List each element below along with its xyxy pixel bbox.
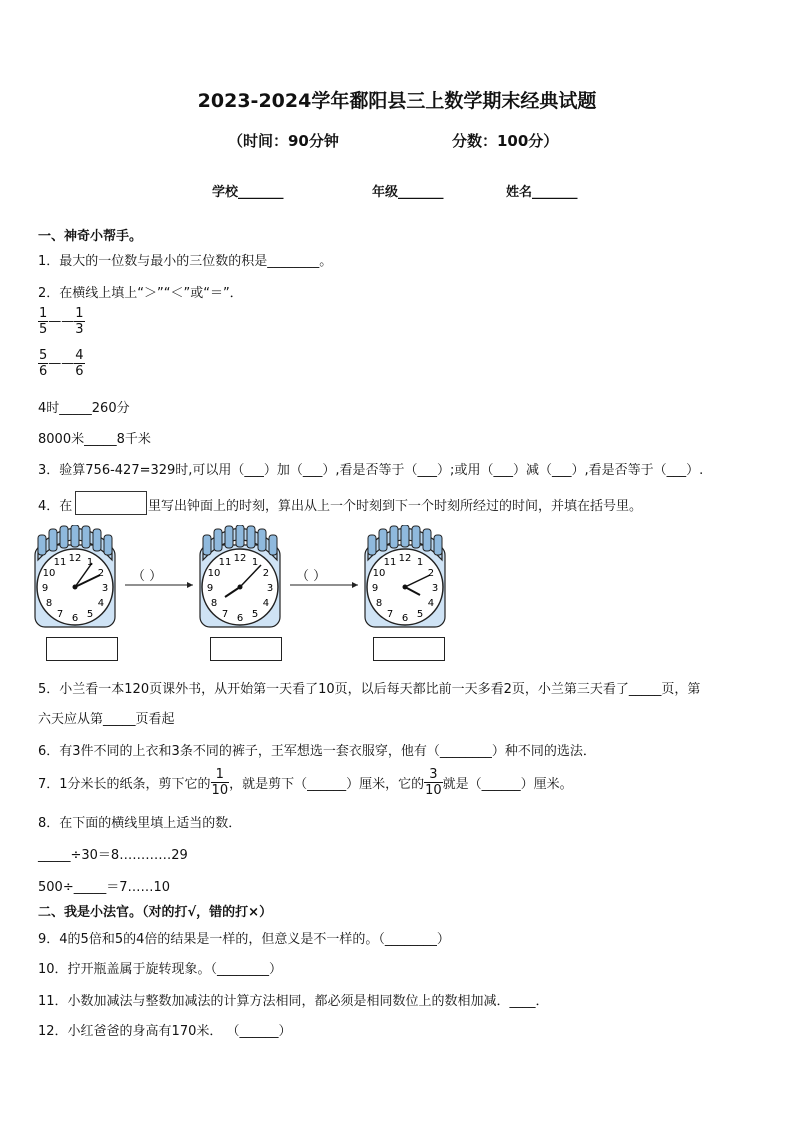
- clock-number: 12: [68, 553, 82, 564]
- question-10: 10．拧开瓶盖属于旋转现象。（________）: [38, 962, 283, 977]
- q2-fraction-row-2: [38, 348, 85, 379]
- clock-number: 8: [45, 598, 53, 609]
- question-5-line-2: 六天应从第_____页看起: [38, 712, 175, 727]
- clock-number: 3: [431, 583, 439, 594]
- school-field: 学校_______: [212, 185, 284, 200]
- clock-number: 7: [221, 608, 229, 620]
- clock-number: 8: [210, 598, 218, 609]
- clock-number: 4: [262, 598, 270, 609]
- fraction: $\frac{1}{5}$: [39, 306, 48, 337]
- clock-number: 10: [42, 568, 56, 579]
- clock-diagram: [30, 525, 460, 635]
- clock-number: 5: [86, 608, 94, 620]
- time-box-1: [46, 637, 118, 661]
- section1-heading: 一、神奇小帮手。: [38, 229, 143, 244]
- clock-number: 5: [251, 608, 259, 620]
- answer-blank: ——: [48, 314, 75, 329]
- fraction: $\frac{5}{6}$: [39, 348, 48, 379]
- clock-number: 1: [251, 557, 259, 569]
- clock-number: 7: [56, 608, 64, 620]
- clock-number: 4: [427, 598, 435, 609]
- total-score: 分数：100分）: [452, 132, 559, 150]
- answer-blank: ——: [48, 356, 75, 371]
- section2-heading: 二、我是小法官。（对的打√，错的打×）: [38, 905, 273, 920]
- question-3: 3．验算756-427=329时,可以用（___）加（___）,看是否等于（___）;或用（___）减（___）,看是否等于（___）.: [38, 463, 704, 478]
- clock-number: 9: [371, 583, 379, 594]
- clock-number: 6: [71, 613, 79, 624]
- clock-number: 9: [41, 583, 49, 594]
- grade-field: 年级_______: [372, 185, 444, 200]
- q2-line-4: 8000米_____8千米: [38, 432, 151, 447]
- clock-number: 2: [97, 568, 105, 579]
- question-6: 6．有3件不同的上衣和3条不同的裤子，王军想选一套衣服穿，他有（________）种不同的选法．: [38, 744, 596, 759]
- clock-number: 10: [207, 568, 221, 579]
- clock-number: 1: [86, 557, 94, 569]
- question-5-line-1: 5．小兰看一本120页课外书，从开始第一天看了10页，以后每天都比前一天多看2页，小兰第三天看了_____页，第: [38, 682, 701, 697]
- question-2: 2．在横线上填上“＞”“＜”或“＝”．: [38, 286, 243, 301]
- clock-number: 2: [262, 568, 270, 579]
- fraction: $\frac{1}{10}$: [211, 767, 229, 798]
- clock-number: 5: [416, 608, 424, 620]
- clock-number: 3: [266, 583, 274, 594]
- clock-number: 11: [383, 557, 397, 569]
- q2-line-3: 4时_____260分: [38, 401, 130, 416]
- clock-number: 11: [53, 557, 67, 569]
- clock-number: 9: [206, 583, 214, 594]
- question-12: 12．小红爸爸的身高有170米． （______）: [38, 1024, 292, 1039]
- fraction: $\frac{4}{6}$: [75, 348, 84, 379]
- page-title: 2023-2024学年鄱阳县三上数学期末经典试题: [197, 90, 597, 112]
- elapsed-paren-2: （ ）: [296, 569, 327, 584]
- question-8-line-2: 500÷_____＝7……10: [38, 880, 171, 895]
- clock-number: 11: [218, 557, 232, 569]
- name-field: 姓名_______: [506, 185, 578, 200]
- clock-number: 2: [427, 568, 435, 579]
- clock-number: 3: [101, 583, 109, 594]
- clock-number: 8: [375, 598, 383, 609]
- question-4-text: 里写出钟面上的时刻，算出从上一个时刻到下一个时刻所经过的时间，并填在括号里。: [148, 499, 643, 514]
- clock-number: 10: [372, 568, 386, 579]
- time-box-2: [210, 637, 282, 661]
- fraction: $\frac{1}{3}$: [75, 306, 84, 337]
- clock-number: 12: [233, 553, 247, 564]
- clock-number: 4: [97, 598, 105, 609]
- clock-number: 6: [401, 613, 409, 624]
- elapsed-paren-1: （ ）: [132, 569, 163, 584]
- question-8-line-1: _____÷30＝8…………29: [38, 848, 188, 863]
- question-11: 11．小数加减法与整数加减法的计算方法相同，都必须是相同数位上的数相加减．____．: [38, 994, 549, 1009]
- clock-number: 1: [416, 557, 424, 569]
- q2-fraction-row-1: [38, 306, 85, 337]
- clock-number: 12: [398, 553, 412, 564]
- clock-number: 7: [386, 608, 394, 620]
- time-limit: （时间：90分钟: [228, 132, 339, 150]
- fraction: $\frac{3}{10}$: [425, 767, 442, 798]
- answer-box: [75, 491, 147, 515]
- question-1: 1．最大的一位数与最小的三位数的积是________。: [38, 254, 333, 269]
- clock-number: 6: [236, 613, 244, 624]
- question-8: 8．在下面的横线里填上适当的数．: [38, 816, 242, 831]
- question-4-prefix: 4．在: [38, 499, 73, 514]
- time-box-3: [373, 637, 445, 661]
- question-9: 9．4的5倍和5的4倍的结果是一样的，但意义是不一样的。（________）: [38, 932, 450, 947]
- question-7: 7．1分米长的纸条，剪下它的 $\frac{1}{10}$ ，就是剪下（______）厘米，它的 $\frac{3}{10}$ 就是（______）厘米。: [38, 767, 573, 798]
